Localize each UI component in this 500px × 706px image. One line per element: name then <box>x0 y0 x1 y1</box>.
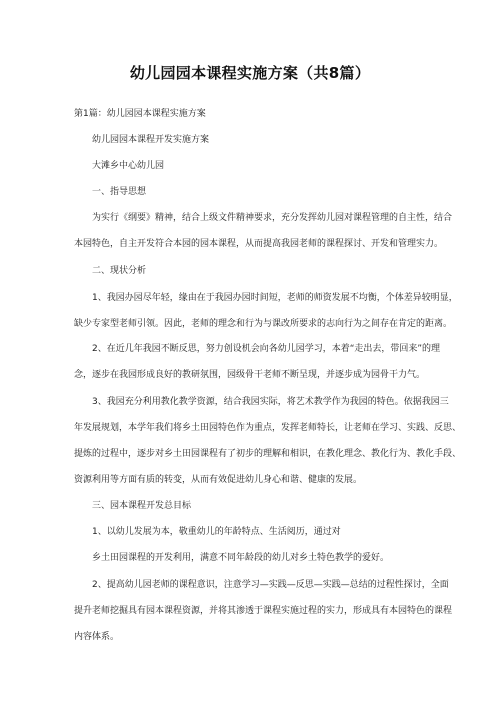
paragraph-line: 缺少专家型老师引领。因此，老师的理念和行为与课改所要求的志向行为之间存在肯定的距离。 <box>74 319 453 329</box>
subtitle-line: 幼儿园园本课程开发实施方案 <box>92 135 210 145</box>
section-heading: 第1篇：幼儿园园本课程实施方案 <box>74 109 206 119</box>
document-title: 幼儿园园本课程实施方案（共8篇） <box>129 64 371 82</box>
paragraph-line: 本园特色，自主开发符合本园的园本课程，从而提高我园老师的课程探讨、开发和管理实力。 <box>74 239 444 249</box>
paragraph-line: 1、以幼儿发展为本，敬重幼儿的年龄特点、生活阅历，通过对 <box>92 527 341 537</box>
heading-guiding-ideology: 一、指导思想 <box>92 187 147 197</box>
paragraph-line: 资源利用等方面有质的转变，从而有效促进幼儿身心和谐、健康的发展。 <box>74 475 363 485</box>
paragraph-line: 3、我园充分利用教化教学资源，结合我园实际，将艺术教学作为我园的特色。依据我园三 <box>92 397 449 407</box>
paragraph-line: 1、我园办园尽年轻，缘由在于我园办园时间短，老师的师资发展不均衡，个体差异较明显， <box>92 293 458 303</box>
paragraph-line: 为实行《纲要》精神，结合上级文件精神要求，充分发挥幼儿园对课程管理的自主性，结合 <box>92 213 453 223</box>
paragraph-line: 2、提高幼儿园老师的课程意识，注意学习—实践—反思—实践—总结的过程性探讨，全面 <box>92 580 449 590</box>
paragraph-line: 内容体系。 <box>74 632 120 642</box>
paragraph-line: 2、在近几年我园不断反思，努力创设机会向各幼儿园学习，本着“走出去，带回来”的理 <box>92 344 441 354</box>
paragraph-line: 念，逐步在我园形成良好的教研氛围，园级骨干老师不断呈现，并逐步成为园骨干力气。 <box>74 370 426 380</box>
paragraph-line: 乡土田园课程的开发利用，满意不同年龄段的幼儿对乡土特色教学的爱好。 <box>92 553 390 563</box>
heading-status-analysis: 二、现状分析 <box>92 266 147 276</box>
paragraph-line: 提炼的过程中，逐步对乡土田园课程有了初步的理解和相识，在教化理念、教化行为、教化手段、 <box>74 449 462 459</box>
paragraph-line: 提升老师挖掘具有园本课程资源，并将其渗透于课程实施过程的实力，形成具有本园特色的课程 <box>74 606 453 616</box>
organization-line: 大滩乡中心幼儿园 <box>92 161 165 171</box>
heading-overall-goals: 三、园本课程开发总目标 <box>92 501 192 511</box>
paragraph-line: 年发展规划，本学年我们将乡土田园特色作为重点，发挥老师特长，让老师在学习、实践、反思、 <box>74 423 462 433</box>
